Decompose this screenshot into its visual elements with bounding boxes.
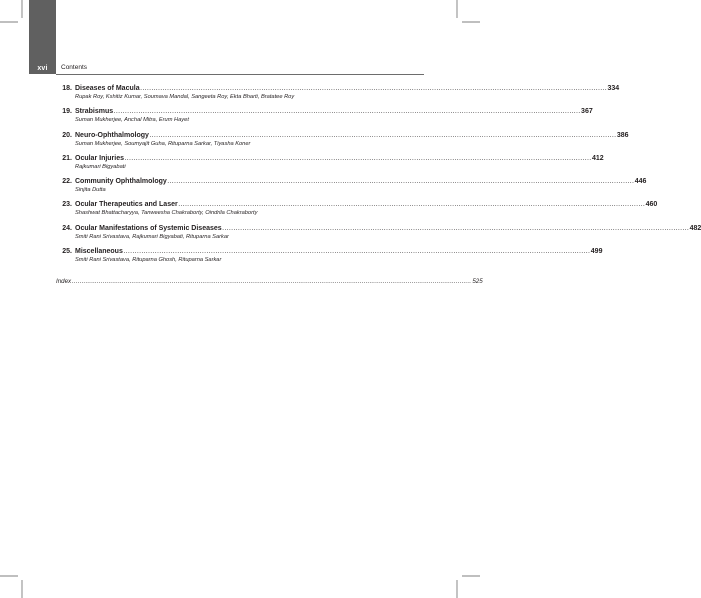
chapter-title: Ocular Injuries (75, 154, 125, 162)
chapter-title: Diseases of Macula (75, 85, 140, 92)
chapter-title: Neuro-Ophthalmology (75, 131, 149, 139)
toc-entry[interactable] (56, 84, 620, 107)
chapter-authors: Rajkumari Bigyabati (75, 163, 126, 170)
dot-leader: ................................................................................................................................................................................................................ (149, 131, 617, 139)
chapter-title: Miscellaneous (75, 248, 123, 256)
toc-title-line (56, 107, 593, 116)
toc-entry[interactable] (56, 107, 593, 130)
chapter-number: 21. (62, 154, 72, 162)
dot-leader: ................................................................................................................................................................................................................ (140, 85, 608, 92)
chapter-number: 24. (62, 224, 72, 232)
chapter-authors: Smiti Rani Srivastava, Rituparna Ghosh, Rituparna Sarkar (75, 257, 222, 264)
chapter-authors: Shashwat Bhattacharyya, Tanweesha Chakraborty, Oindrila Chakraborty (75, 210, 258, 217)
toc-title-line (56, 154, 604, 163)
toc-index-entry[interactable] (56, 278, 483, 285)
dot-leader: ................................................................................................................................................................................................................ (123, 248, 591, 256)
chapter-authors: Smiti Rani Srivastava, Rajkumari Bigyabati, Rituparna Sarkar (75, 233, 229, 240)
folio-tab (29, 0, 56, 74)
toc-entry[interactable] (56, 154, 604, 177)
chapter-page: 367 (581, 108, 593, 116)
chapter-page: 412 (591, 154, 604, 162)
chapter-title: Strabismus (75, 108, 114, 116)
index-page: 525 (472, 278, 483, 285)
chapter-title: Ocular Manifestations of Systemic Diseases (75, 224, 222, 232)
dot-leader: ................................................................................................................................................................................................................ (124, 154, 592, 162)
chapter-number: 19. (62, 108, 72, 116)
chapter-page: 334 (607, 85, 620, 92)
chapter-number: 18. (62, 85, 72, 92)
dot-leader: ................................................................................................................................................................................................................ (167, 178, 635, 186)
dot-leader: ................................................................................................................................................................................................................ (72, 278, 472, 285)
dot-leader: ................................................................................................................................................................................................................ (178, 201, 646, 209)
toc-title-line (56, 247, 603, 256)
header-rule (56, 74, 424, 75)
toc-title-line (56, 84, 620, 93)
chapter-number: 23. (62, 201, 72, 209)
running-head: Contents (61, 64, 88, 71)
toc-entry[interactable] (56, 131, 629, 154)
chapter-page: 482 (689, 224, 701, 232)
dot-leader: ................................................................................................................................................................................................................ (222, 224, 690, 232)
toc-title-line (56, 177, 647, 186)
dot-leader: ................................................................................................................................................................................................................ (113, 108, 581, 116)
toc-title-line (56, 131, 629, 140)
toc-entry[interactable] (56, 247, 603, 270)
toc-title-line (56, 224, 701, 233)
toc-entry[interactable] (56, 200, 658, 223)
toc-entry[interactable] (56, 224, 701, 247)
chapter-page: 499 (590, 248, 603, 256)
page-number: xvi (37, 65, 48, 72)
chapter-page: 460 (645, 201, 658, 209)
toc-title-line (56, 200, 658, 209)
chapter-number: 22. (62, 178, 72, 186)
chapter-title: Ocular Therapeutics and Laser (75, 201, 178, 209)
table-of-contents (56, 84, 701, 270)
chapter-authors: Sinjita Dutta (75, 187, 106, 194)
chapter-authors: Suman Mukherjee, Soumyajit Guha, Rituparna Sarkar, Tiyasha Koner (75, 140, 251, 147)
chapter-title: Community Ophthalmology (75, 178, 167, 186)
chapter-authors: Suman Mukherjee, Anchal Mitra, Erum Hayet (75, 117, 189, 124)
index-label: Index (56, 278, 72, 285)
chapter-page: 446 (634, 178, 647, 186)
chapter-number: 20. (62, 131, 72, 139)
chapter-authors: Rupak Roy, Kshitiz Kumar, Soumava Mandal, Sangeeta Roy, Ekta Bharti, Bratatee Roy (75, 94, 295, 100)
toc-entry[interactable] (56, 177, 647, 200)
chapter-page: 386 (616, 131, 629, 139)
chapter-number: 25. (62, 248, 72, 256)
